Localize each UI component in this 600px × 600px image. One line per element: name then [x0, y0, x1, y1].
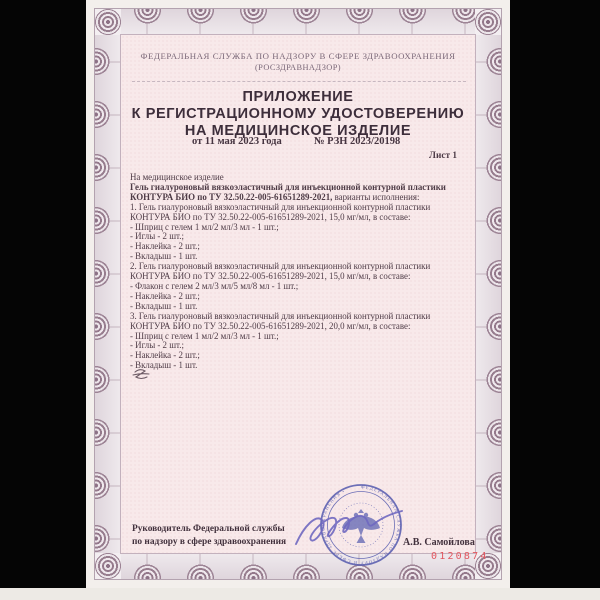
variant-line: - Вкладыш - 1 шт.	[130, 300, 198, 311]
border-corner-rosette	[475, 9, 501, 35]
border-left	[95, 35, 121, 553]
variant-line: - Иглы - 2 шт.;	[130, 231, 184, 242]
product-variants-note: варианты исполнения:	[334, 191, 420, 202]
variant-line: 1. Гель гиалуроновый вязкоэластичный для инъекционной контурной пластики	[130, 201, 431, 212]
variant-line: 2. Гель гиалуроновый вязкоэластичный для инъекционной контурной пластики	[130, 261, 431, 272]
variant-line: КОНТУРА БИО по ТУ 32.50.22-005-61651289-2021, 15,0 мг/мл, в составе:	[130, 211, 411, 222]
variant-line: КОНТУРА БИО по ТУ 32.50.22-005-61651289-2021, 15,0 мг/мл, в составе:	[130, 271, 411, 282]
product-name: Гель гиалуроновый вязкоэластичный для инъекционной контурной пластики	[130, 181, 446, 192]
variant-line: - Наклейка - 2 шт.;	[130, 290, 200, 301]
handwritten-mark-icon	[132, 367, 152, 383]
stamp-rim-text: ФЕДЕРАЛЬНАЯ СЛУЖБА ПО НАДЗОРУ В СФЕРЕ ЗДРАВООХРАНЕНИЯ •	[320, 484, 402, 566]
product-tu: КОНТУРА БИО по ТУ 32.50.22-005-61651289-2021,	[130, 191, 333, 202]
signer-title-line-2: по надзору в сфере здравоохранения	[132, 536, 287, 547]
variant-line: - Вкладыш - 1 шт.	[130, 360, 198, 371]
signer-name: А.В. Самойлова	[403, 537, 475, 548]
body-intro: На медицинское изделие	[130, 172, 224, 182]
sheet-number: Лист 1	[429, 151, 457, 161]
variant-line: - Наклейка - 2 шт.;	[130, 241, 200, 252]
border-corner-rosette	[95, 9, 121, 35]
certificate-title-line-1: ПРИЛОЖЕНИЕ	[242, 89, 354, 105]
variant-line: - Наклейка - 2 шт.;	[130, 350, 200, 361]
scanner-bottom-strip	[0, 588, 600, 600]
signer-title	[132, 523, 286, 548]
registration-date: от 11 мая 2023 года	[192, 136, 282, 147]
registration-line	[86, 136, 510, 150]
variant-line: - Вкладыш - 1 шт.	[130, 251, 198, 262]
signer-title-line-1: Руководитель Федеральной службы	[132, 524, 285, 534]
variant-line: 3. Гель гиалуроновый вязкоэластичный для инъекционной контурной пластики	[130, 310, 431, 321]
certificate-document	[86, 0, 510, 588]
border-top	[121, 9, 475, 35]
variant-list	[130, 203, 478, 371]
serial-number: 0120874	[431, 551, 489, 562]
signature-icon	[296, 511, 402, 544]
device-description	[130, 173, 478, 371]
registration-number: № РЗН 2023/20198	[314, 136, 401, 147]
certificate-title-line-3: НА МЕДИЦИНСКОЕ ИЗДЕЛИЕ	[184, 123, 412, 139]
variant-line: - Флакон с гелем 2 мл/3 мл/5 мл/8 мл - 1 шт.;	[130, 280, 299, 291]
variant-line: - Шприц с гелем 1 мл/2 мл/3 мл - 1 шт.;	[130, 221, 279, 232]
border-corner-rosette	[95, 553, 121, 579]
agency-name: ФЕДЕРАЛЬНАЯ СЛУЖБА ПО НАДЗОРУ В СФЕРЕ ЗДРАВООХРАНЕНИЯ	[140, 51, 456, 61]
border-right	[475, 35, 501, 553]
variant-line: - Шприц с гелем 1 мл/2 мл/3 мл - 1 шт.;	[130, 330, 279, 341]
certificate-title-line-2: К РЕГИСТРАЦИОННОМУ УДОСТОВЕРЕНИЮ	[131, 106, 465, 122]
header-separator	[132, 81, 466, 82]
agency-abbreviation: (РОСЗДРАВНАДЗОР)	[254, 63, 341, 72]
official-stamp	[282, 478, 432, 574]
variant-line: КОНТУРА БИО по ТУ 32.50.22-005-61651289-2021, 20,0 мг/мл, в составе:	[130, 320, 411, 331]
variant-line: - Иглы - 2 шт.;	[130, 340, 184, 351]
